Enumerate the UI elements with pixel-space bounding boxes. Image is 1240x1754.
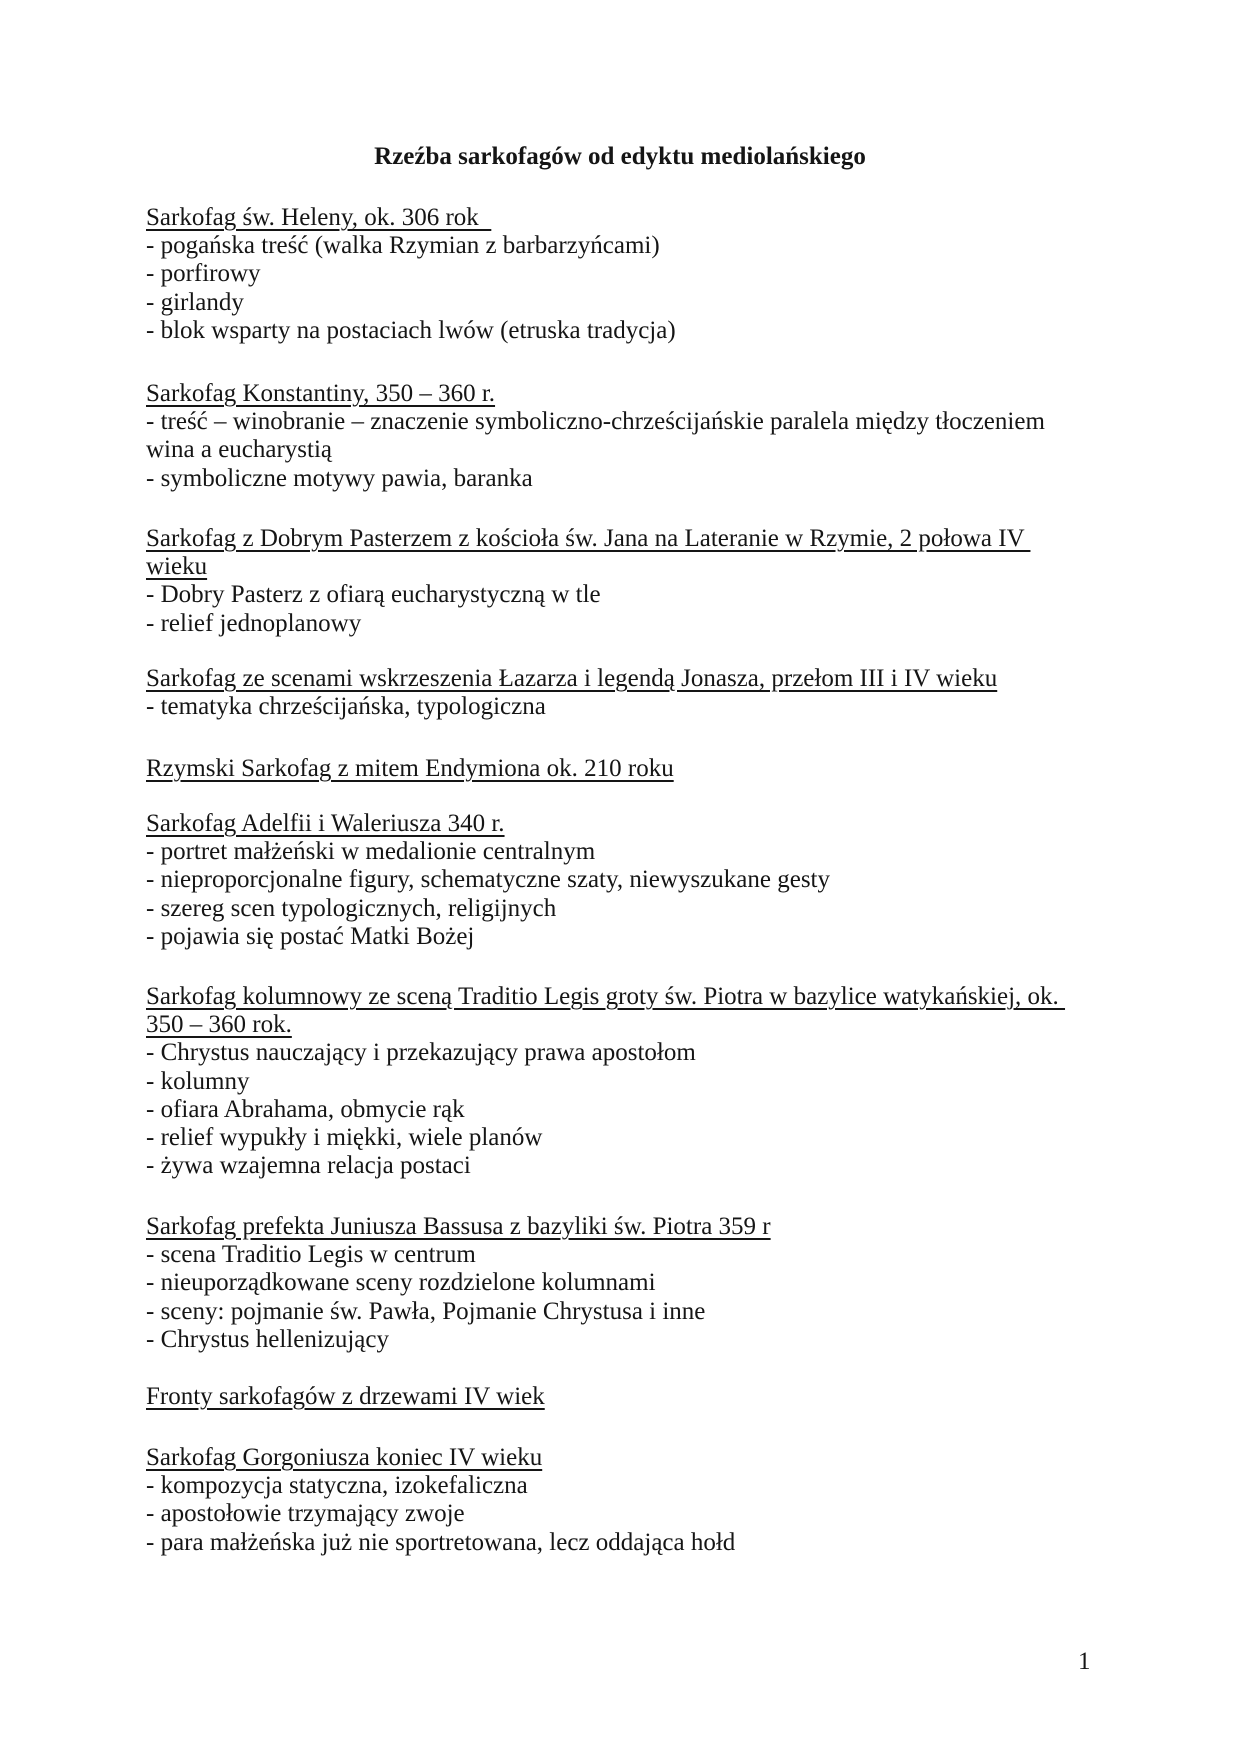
- section-body-line: - nieproporcjonalne figury, schematyczne szaty, niewyszukane gesty: [146, 866, 830, 894]
- section-heading-line: Sarkofag prefekta Juniusza Bassusa z bazyliki św. Piotra 359 r: [146, 1213, 771, 1240]
- section-heading: [146, 1011, 1065, 1039]
- section-body-line: - relief wypukły i miękki, wiele planów: [146, 1124, 543, 1152]
- section-body-line: - girlandy: [146, 288, 244, 316]
- section-7: [146, 983, 1065, 1180]
- section-5: [146, 755, 674, 783]
- section-body-line: - porfirowy: [146, 260, 261, 288]
- section-8: [146, 1213, 771, 1354]
- section-body-line: - pogańska treść (walka Rzymian z barbarzyńcami): [146, 232, 660, 260]
- section-body-line: - treść – winobranie – znaczenie symboliczno-chrześcijańskie paralela między tłoczeniem: [146, 408, 1045, 436]
- section-heading-line: Sarkofag św. Heleny, ok. 306 rok: [146, 204, 492, 231]
- section-6: [146, 810, 830, 951]
- section-heading-line: Sarkofag kolumnowy ze sceną Traditio Legis groty św. Piotra w bazylice watykańskiej, ok.: [146, 983, 1066, 1010]
- section-body-line: - tematyka chrześcijańska, typologiczna: [146, 693, 546, 721]
- section-heading: [146, 983, 1065, 1011]
- section-body-line: - apostołowie trzymający zwoje: [146, 1500, 465, 1528]
- section-body-line: - blok wsparty na postaciach lwów (etruska tradycja): [146, 316, 676, 344]
- section-10: [146, 1444, 735, 1557]
- section-4: [146, 665, 997, 721]
- document-title: Rzeźba sarkofagów od edyktu mediolańskiego: [374, 143, 866, 170]
- section-body-line: - sceny: pojmanie św. Pawła, Pojmanie Chrystusa i inne: [146, 1297, 706, 1325]
- section-body-line: - ofiara Abrahama, obmycie rąk: [146, 1095, 465, 1123]
- section-heading-line: wieku: [146, 553, 208, 581]
- section-9: [146, 1383, 545, 1411]
- section-body-line: - relief jednoplanowy: [146, 609, 362, 637]
- section-body-line: - żywa wzajemna relacja postaci: [146, 1152, 471, 1180]
- section-body-line: - szereg scen typologicznych, religijnych: [146, 894, 557, 922]
- section-body-line: - Chrystus nauczający i przekazujący prawa apostołom: [146, 1039, 696, 1067]
- section-body-line: - portret małżeński w medalionie centralnym: [146, 838, 596, 866]
- section-heading-line: 350 – 360 rok.: [146, 1011, 292, 1039]
- section-heading: [146, 810, 830, 838]
- section-heading: [146, 1383, 545, 1411]
- section-heading-line: Rzymski Sarkofag z mitem Endymiona ok. 210 roku: [146, 755, 674, 782]
- section-heading-line: Sarkofag ze scenami wskrzeszenia Łazarza i legendą Jonasza, przełom III i IV wieku: [146, 665, 998, 692]
- section-body-line: wina a eucharystią: [146, 436, 333, 464]
- section-body-line: - Chrystus hellenizujący: [146, 1325, 389, 1353]
- section-heading: [146, 553, 1030, 581]
- section-heading: [146, 380, 1045, 408]
- section-heading: [146, 1213, 771, 1241]
- section-heading-line: Sarkofag z Dobrym Pasterzem z kościoła św. Jana na Lateranie w Rzymie, 2 połowa IV: [146, 525, 1031, 552]
- section-body-line: - scena Traditio Legis w centrum: [146, 1241, 476, 1269]
- section-body-line: - symboliczne motywy pawia, baranka: [146, 464, 533, 492]
- section-heading-line: Sarkofag Adelfii i Waleriusza 340 r.: [146, 810, 505, 837]
- section-body-line: - para małżeńska już nie sportretowana, lecz oddająca hołd: [146, 1528, 736, 1556]
- section-heading: [146, 665, 997, 693]
- page-number: 1: [1078, 1648, 1091, 1675]
- section-1: [146, 204, 676, 345]
- section-body-line: - kolumny: [146, 1067, 250, 1095]
- section-heading: [146, 525, 1030, 553]
- section-2: [146, 380, 1045, 493]
- section-3: [146, 525, 1030, 638]
- section-body-line: - pojawia się postać Matki Bożej: [146, 922, 475, 950]
- section-body-line: - Dobry Pasterz z ofiarą eucharystyczną w tle: [146, 581, 601, 609]
- section-heading: [146, 755, 674, 783]
- section-heading-line: Sarkofag Konstantiny, 350 – 360 r.: [146, 380, 496, 407]
- section-heading: [146, 204, 676, 232]
- section-body-line: - kompozycja statyczna, izokefaliczna: [146, 1472, 528, 1500]
- section-heading-line: Sarkofag Gorgoniusza koniec IV wieku: [146, 1444, 543, 1471]
- section-heading: [146, 1444, 735, 1472]
- section-heading-line: Fronty sarkofagów z drzewami IV wiek: [146, 1383, 545, 1410]
- section-body-line: - nieuporządkowane sceny rozdzielone kolumnami: [146, 1269, 656, 1297]
